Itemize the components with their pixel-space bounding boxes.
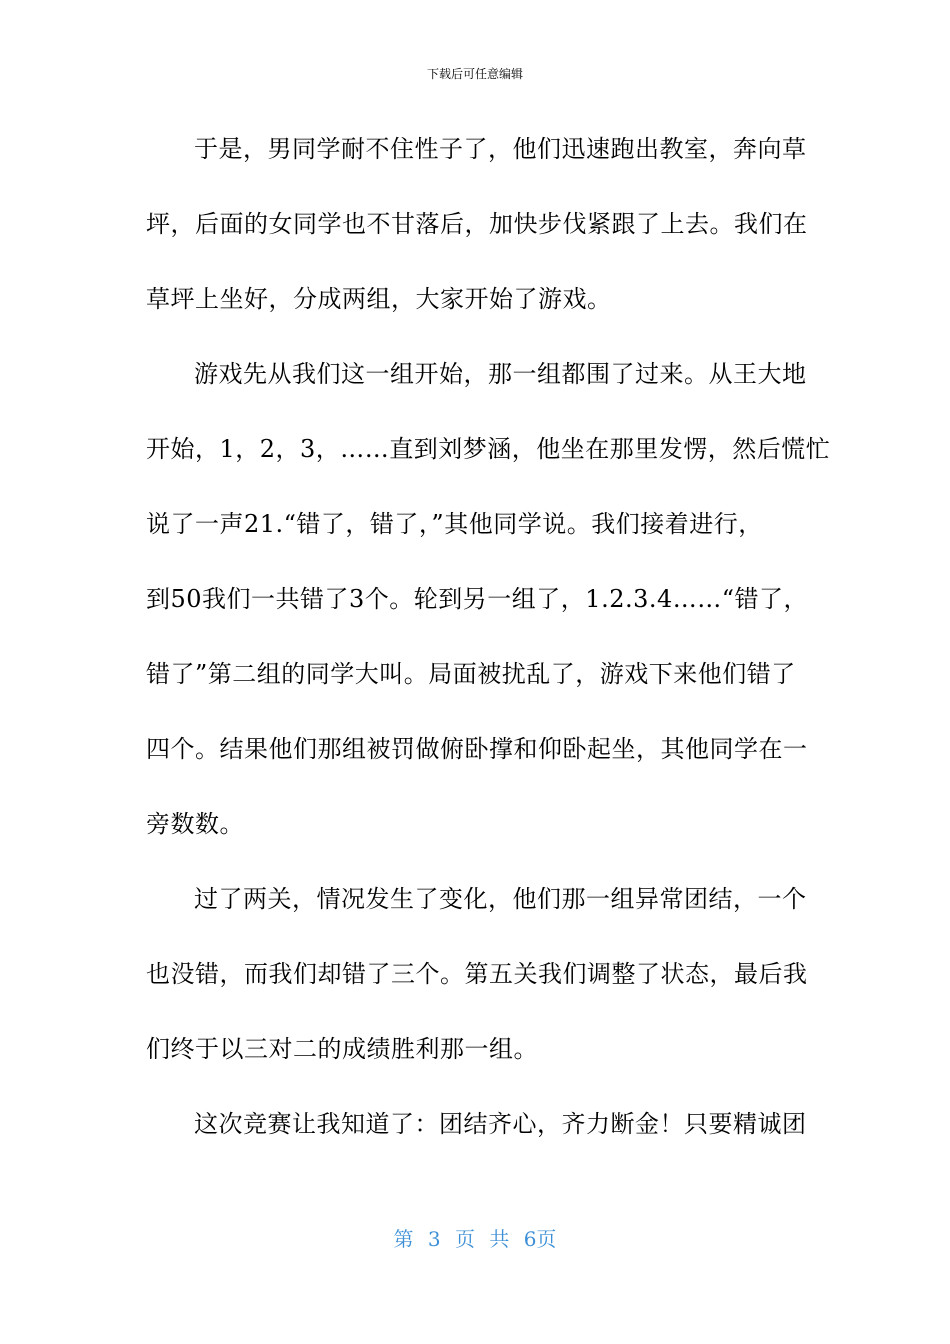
paragraph-line: 游戏先从我们这一组开始，那一组都围了过来。从王大地: [194, 360, 807, 388]
paragraph-line: 四个。结果他们那组被罚做俯卧撑和仰卧起坐，其他同学在一: [146, 735, 808, 763]
paragraph-line: 坪，后面的女同学也不甘落后，加快步伐紧跟了上去。我们在: [146, 210, 808, 238]
paragraph-line: 草坪上坐好，分成两组，大家开始了游戏。: [146, 285, 612, 313]
paragraph-line: 这次竞赛让我知道了：团结齐心，齐力断金！只要精诚团: [194, 1110, 807, 1138]
paragraph-line: 于是，男同学耐不住性子了，他们迅速跑出教室，奔向草: [194, 135, 807, 163]
paragraph-line: 到50我们一共错了3个。轮到另一组了，1.2.3.4……“错了，: [146, 585, 809, 613]
paragraph-line: 过了两关，情况发生了变化，他们那一组异常团结，一个: [194, 885, 807, 913]
paragraph-line: 也没错，而我们却错了三个。第五关我们调整了状态，最后我: [146, 960, 808, 988]
paragraph-line: 旁数数。: [146, 810, 244, 838]
paragraph-line: 错了”第二组的同学大叫。局面被扰乱了，游戏下来他们错了: [146, 660, 796, 688]
page-number: 第 3 页 共 6页: [393, 1227, 557, 1251]
paragraph-line: 们终于以三对二的成绩胜利那一组。: [146, 1035, 538, 1063]
paragraph-line: 开始，1，2，3，……直到刘梦涵，他坐在那里发愣，然后慌忙: [146, 435, 831, 463]
body-text: [146, 112, 831, 1162]
page-header-note: 下载后可任意编辑: [426, 67, 523, 81]
paragraph-line: 说了一声21.“错了，错了，”其他同学说。我们接着进行，: [146, 510, 763, 538]
